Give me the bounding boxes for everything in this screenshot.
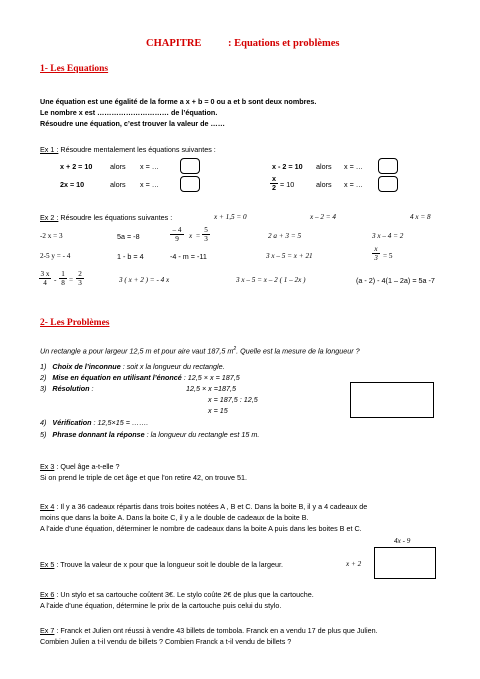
ex1-answer-box-4[interactable] (378, 176, 398, 192)
chapter-label: CHAPITRE (146, 38, 202, 49)
ex2-frac-2-over-3: $\frac{2}{3}$ (76, 270, 84, 287)
ex2-frac-1-over-8: $\frac{1}{8}$ (59, 270, 67, 287)
ex2-eq-2: x – 2 = 4 (310, 213, 337, 221)
step-1: 1) Choix de l’inconnue : soit x la longueur du rectangle. (40, 362, 225, 371)
ex1-instruction: Résoudre mentalement les équations suivantes : (58, 145, 216, 154)
ex2-eq-7: 3 x – 4 = 2 (372, 232, 404, 240)
ex2-eq-8: 2-5 y = - 4 (40, 252, 71, 260)
ex1-res-1: x = … (140, 162, 159, 171)
ex2-eq-5: 5a = -8 (117, 232, 140, 241)
resolution-line-2: x = 187,5 : 12,5 (208, 395, 258, 404)
step-4: 4) Vérification : 12,5×15 = ……. (40, 418, 149, 427)
ex7-line-1: Ex 7 : Franck et Julien ont réussi à vendre 43 billets de tombola. Franck en a vendu 17 de plus que Julien. (40, 626, 378, 635)
ex1-res-2: x = … (344, 162, 363, 171)
ex1-eq-1: x + 2 = 10 (60, 162, 93, 171)
ex3-question: Ex 3 : Quel âge a-t-elle ? (40, 462, 120, 471)
step-2: 2) Mise en équation en utilisant l’énoncé : 12,5 × x = 187,5 (40, 373, 240, 382)
ex5-rect-top-label: 4x - 9 (394, 537, 411, 545)
ex2-frac-eq: = (196, 232, 201, 240)
ex2-heading (40, 213, 172, 222)
ex2-eq-6: 2 a + 3 = 5 (268, 232, 302, 240)
ex2-eq-9: 1 - b = 4 (117, 252, 144, 261)
ex1-alors-3: alors (110, 180, 126, 189)
ex1-eq-3: 2x = 10 (60, 180, 85, 189)
ex4-line-1: Ex 4 : Il y a 36 cadeaux répartis dans trois boites notées A , B et C. Dans la boite B, il y a 4 cadeaux de (40, 502, 368, 511)
ex3-text: Si on prend le triple de cet âge et que l’on retire 42, on trouve 51. (40, 473, 247, 482)
ex2-frac-5-over-3: $\frac{5}{3}$ (202, 226, 210, 243)
ex2-label: Ex 2 : (40, 213, 59, 222)
ex1-fraction-x-over-2: $\frac{x}{2}$ (272, 174, 276, 192)
ex1-heading (40, 145, 216, 154)
ex4-line-2: moins que dans la boite A. Dans la boite C, il y a le double de cadeaux de la boite B. (40, 513, 309, 522)
problem-intro: Un rectangle a pour largeur 12,5 m et pour aire vaut 187,5 $m^2$. Quelle est la mesure de la longueur ? (40, 346, 360, 356)
ex2-frac-minus4-over-9: $\frac{- 4}{9}$ (170, 226, 184, 243)
ex2-frac-x-over-3: $\frac{x}{3}$ (372, 245, 380, 262)
ex1-res-3: x = … (140, 180, 159, 189)
step-5: 5) Phrase donnant la réponse : la longueur du rectangle est 15 m. (40, 430, 260, 439)
ex5-rectangle (374, 547, 436, 579)
ex1-answer-box-1[interactable] (180, 158, 200, 174)
rectangle-figure (350, 382, 434, 418)
definition-line-1: Une équation est une égalité de la forme a x + b = 0 ou a et b sont deux nombres. (40, 97, 317, 106)
ex3-label: Ex 3 (40, 462, 55, 471)
ex1-alors-4: alors (316, 180, 332, 189)
ex2-frac-x: x (189, 232, 193, 240)
definition-line-3: Résoudre une équation, c’est trouver la valeur de …… (40, 119, 225, 128)
ex1-eq-2: x - 2 = 10 (272, 162, 303, 171)
resolution-line-1: 12,5 × x =187,5 (186, 384, 236, 393)
ex2-eq-1: x + 1,5 = 0 (214, 213, 247, 221)
ex7-label: Ex 7 (40, 626, 55, 635)
ex1-alors-2: alors (316, 162, 332, 171)
ex2-eq-14: 3 x – 5 = x – 2 ( 1 – 2x ) (236, 276, 306, 284)
ex1-eq-4: = 10 (280, 180, 295, 189)
resolution-line-3: x = 15 (208, 406, 228, 415)
ex5-rect-side-label: x + 2 (346, 560, 362, 568)
ex2-eq-15: (a - 2) - 4(1 – 2a) = 5a -7 (356, 276, 435, 285)
ex2-eq-10: -4 - m = -11 (170, 252, 207, 261)
ex4-label: Ex 4 (40, 502, 55, 511)
ex2-minus-sign: - (54, 276, 57, 284)
ex2-eq-4: -2 x = 3 (40, 232, 63, 240)
ex2-eq-3: 4 x = 8 (410, 213, 431, 221)
ex6-line-2: A l’aide d’une équation, détermine le prix de la cartouche puis celui du stylo. (40, 601, 282, 610)
definition-line-2: Le nombre x est ………………………… de l’équation. (40, 108, 218, 117)
ex2-instruction: Résoudre les équations suivantes : (58, 213, 173, 222)
ex5-line: Ex 5 : Trouve la valeur de x pour que la longueur soit le double de la largeur. (40, 560, 283, 569)
ex1-alors-1: alors (110, 162, 126, 171)
section-title-problems: 2- Les Problèmes (40, 318, 110, 328)
ex2-eq-13: 3 ( x + 2 ) = - 4 x (119, 276, 170, 284)
ex2-eq-12: = 5 (383, 252, 393, 260)
ex1-label: Ex 1 : (40, 145, 59, 154)
ex2-equals-sign: = (69, 276, 74, 284)
ex1-res-4: x = … (344, 180, 363, 189)
ex1-answer-box-3[interactable] (180, 176, 200, 192)
ex6-line-1: Ex 6 : Un stylo et sa cartouche coûtent 3€. Le stylo coûte 2€ de plus que la cartouche. (40, 590, 314, 599)
ex7-line-2: Combien Julien a t-il vendu de billets ? Combien Franck a t-il vendu de billets ? (40, 637, 292, 646)
ex2-frac-3x-over-4: $\frac{3 x}{4}$ (40, 270, 50, 287)
ex4-line-3: A l’aide d’une équation, déterminer le nombre de cadeaux dans la boite A puis dans les boites B et C. (40, 524, 362, 533)
step-3: 3) Résolution : (40, 384, 94, 393)
ex6-label: Ex 6 (40, 590, 55, 599)
chapter-subject: : Equations et problèmes (228, 38, 340, 49)
ex5-label: Ex 5 (40, 560, 55, 569)
ex2-eq-11: 3 x – 5 = x + 21 (266, 252, 313, 260)
ex1-answer-box-2[interactable] (378, 158, 398, 174)
section-title-equations: 1- Les Equations (40, 64, 109, 74)
